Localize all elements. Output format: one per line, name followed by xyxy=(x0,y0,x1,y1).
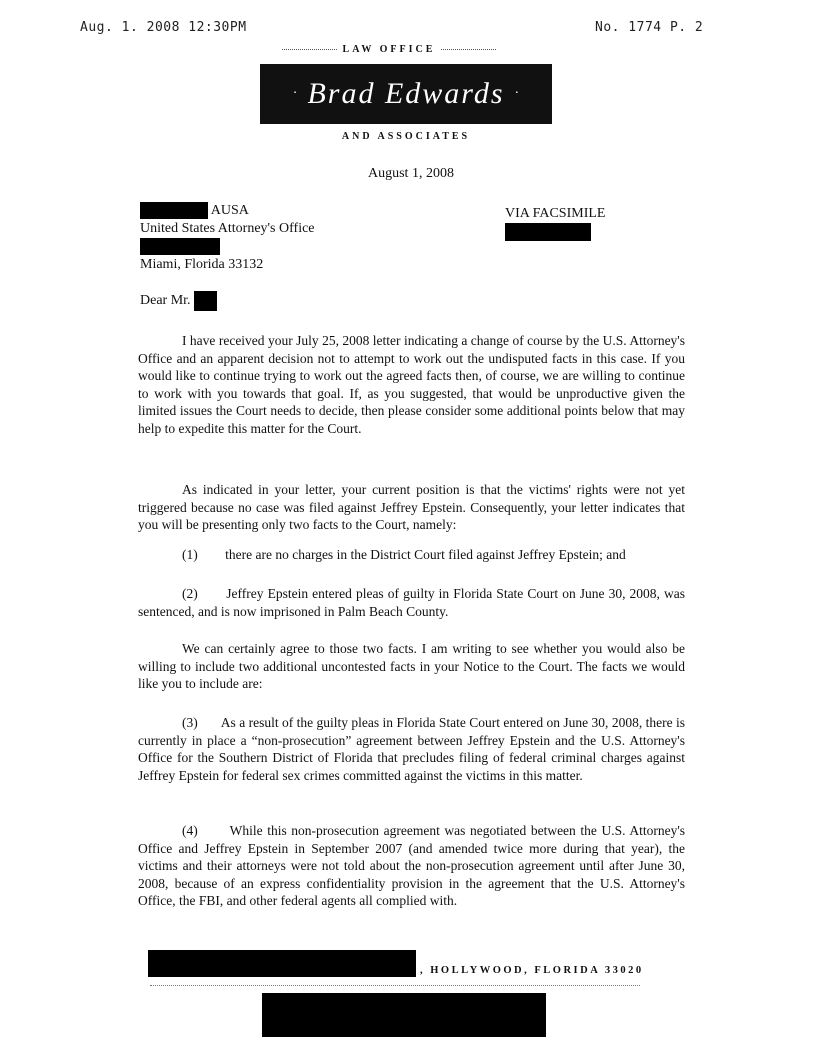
fact-item-2: (2) Jeffrey Epstein entered pleas of guilty in Florida State Court on June 30, 2008, was sentenced, and is now imprisoned in Palm Beach County. xyxy=(138,586,689,619)
fax-number-line xyxy=(505,223,605,241)
salutation: Dear Mr. xyxy=(140,293,191,309)
redaction xyxy=(505,223,591,241)
delivery-method-block xyxy=(505,205,605,241)
salutation-line xyxy=(140,291,217,311)
letterhead-logo xyxy=(260,64,552,124)
dash-right xyxy=(441,49,496,50)
recipient-street-line xyxy=(140,238,315,256)
paragraph-2: As indicated in your letter, your current position is that the victims' rights were not yet triggered because no case was filed against Jeffrey Epstein. Consequently, your letter indicates that you will be presenting only two facts to the Court, namely: xyxy=(138,482,685,532)
paragraph-1: I have received your July 25, 2008 letter indicating a change of course by the U.S. Attorney's Office and an apparent decision not to attempt to work out the undisputed facts in this case. If you would like to continue trying to work out the agreed facts then, of course, we are willing to continue to work with you towards that goal. If, as you suggested, that would be unproductive given the limited issues the Court needs to decide, then please consider some additional points below that may help to expedite this matter for the Court. xyxy=(138,333,685,436)
fact-1-number: (1) xyxy=(182,547,198,562)
recipient-city: Miami, Florida 33132 xyxy=(140,257,264,272)
dash-left xyxy=(282,49,337,50)
delivery-method: VIA FACSIMILE xyxy=(505,206,606,221)
footer-address: , HOLLYWOOD, FLORIDA 33020 xyxy=(420,965,644,976)
fact-item-1 xyxy=(182,546,685,564)
footer-redaction xyxy=(148,950,416,977)
fax-timestamp: Aug. 1. 2008 12:30PM xyxy=(80,20,247,35)
recipient-title-line xyxy=(140,202,315,220)
paragraph-3: We can certainly agree to those two facts. I am writing to see whether you would also be willing to include two additional uncontested facts in your Notice to the Court. The facts we would like you to include are: xyxy=(138,641,685,691)
footer-divider xyxy=(150,985,640,986)
logo-dot-right: · xyxy=(514,86,520,101)
fact-item-3: (3) As a result of the guilty pleas in Florida State Court entered on June 30, 2008, there is currently in place a “non-prosecution” agreement between Jeffrey Epstein and the U.S. Attorney's Office for the Southern District of Florida that precludes filing of federal criminal charges against Jeffrey Epstein for federal sex crimes committed against the victims in this matter. xyxy=(138,715,689,783)
fact-1-text: there are no charges in the District Court filed against Jeffrey Epstein; and xyxy=(225,547,626,562)
letterhead-top xyxy=(258,44,520,55)
fact-item-4: (4) While this non-prosecution agreement was negotiated between the U.S. Attorney's Office and Jeffrey Epstein in September 2007 (and amended twice more during that year), the victims and their attorneys were not told about the non-prosecution agreement until after June 30, 2008, because of an express confidentiality provision in the agreement that the U.S. Attorney's Office, the FBI, and other federal agents all complied with. xyxy=(138,823,689,908)
redaction xyxy=(140,238,220,255)
recipient-title: AUSA xyxy=(210,203,249,218)
redaction xyxy=(140,202,208,219)
fax-page-number: No. 1774 P. 2 xyxy=(595,20,704,35)
letter-date: August 1, 2008 xyxy=(368,166,454,181)
logo-firm-name: Brad Edwards xyxy=(307,77,505,110)
footer-redaction-bottom xyxy=(262,993,546,1037)
logo-dot-left: · xyxy=(292,86,298,101)
redaction xyxy=(194,291,217,311)
law-office-label: LAW OFFICE xyxy=(342,44,436,55)
recipient-office: United States Attorney's Office xyxy=(140,221,315,236)
recipient-block xyxy=(140,202,315,274)
letterhead-associates: AND ASSOCIATES xyxy=(341,131,471,142)
